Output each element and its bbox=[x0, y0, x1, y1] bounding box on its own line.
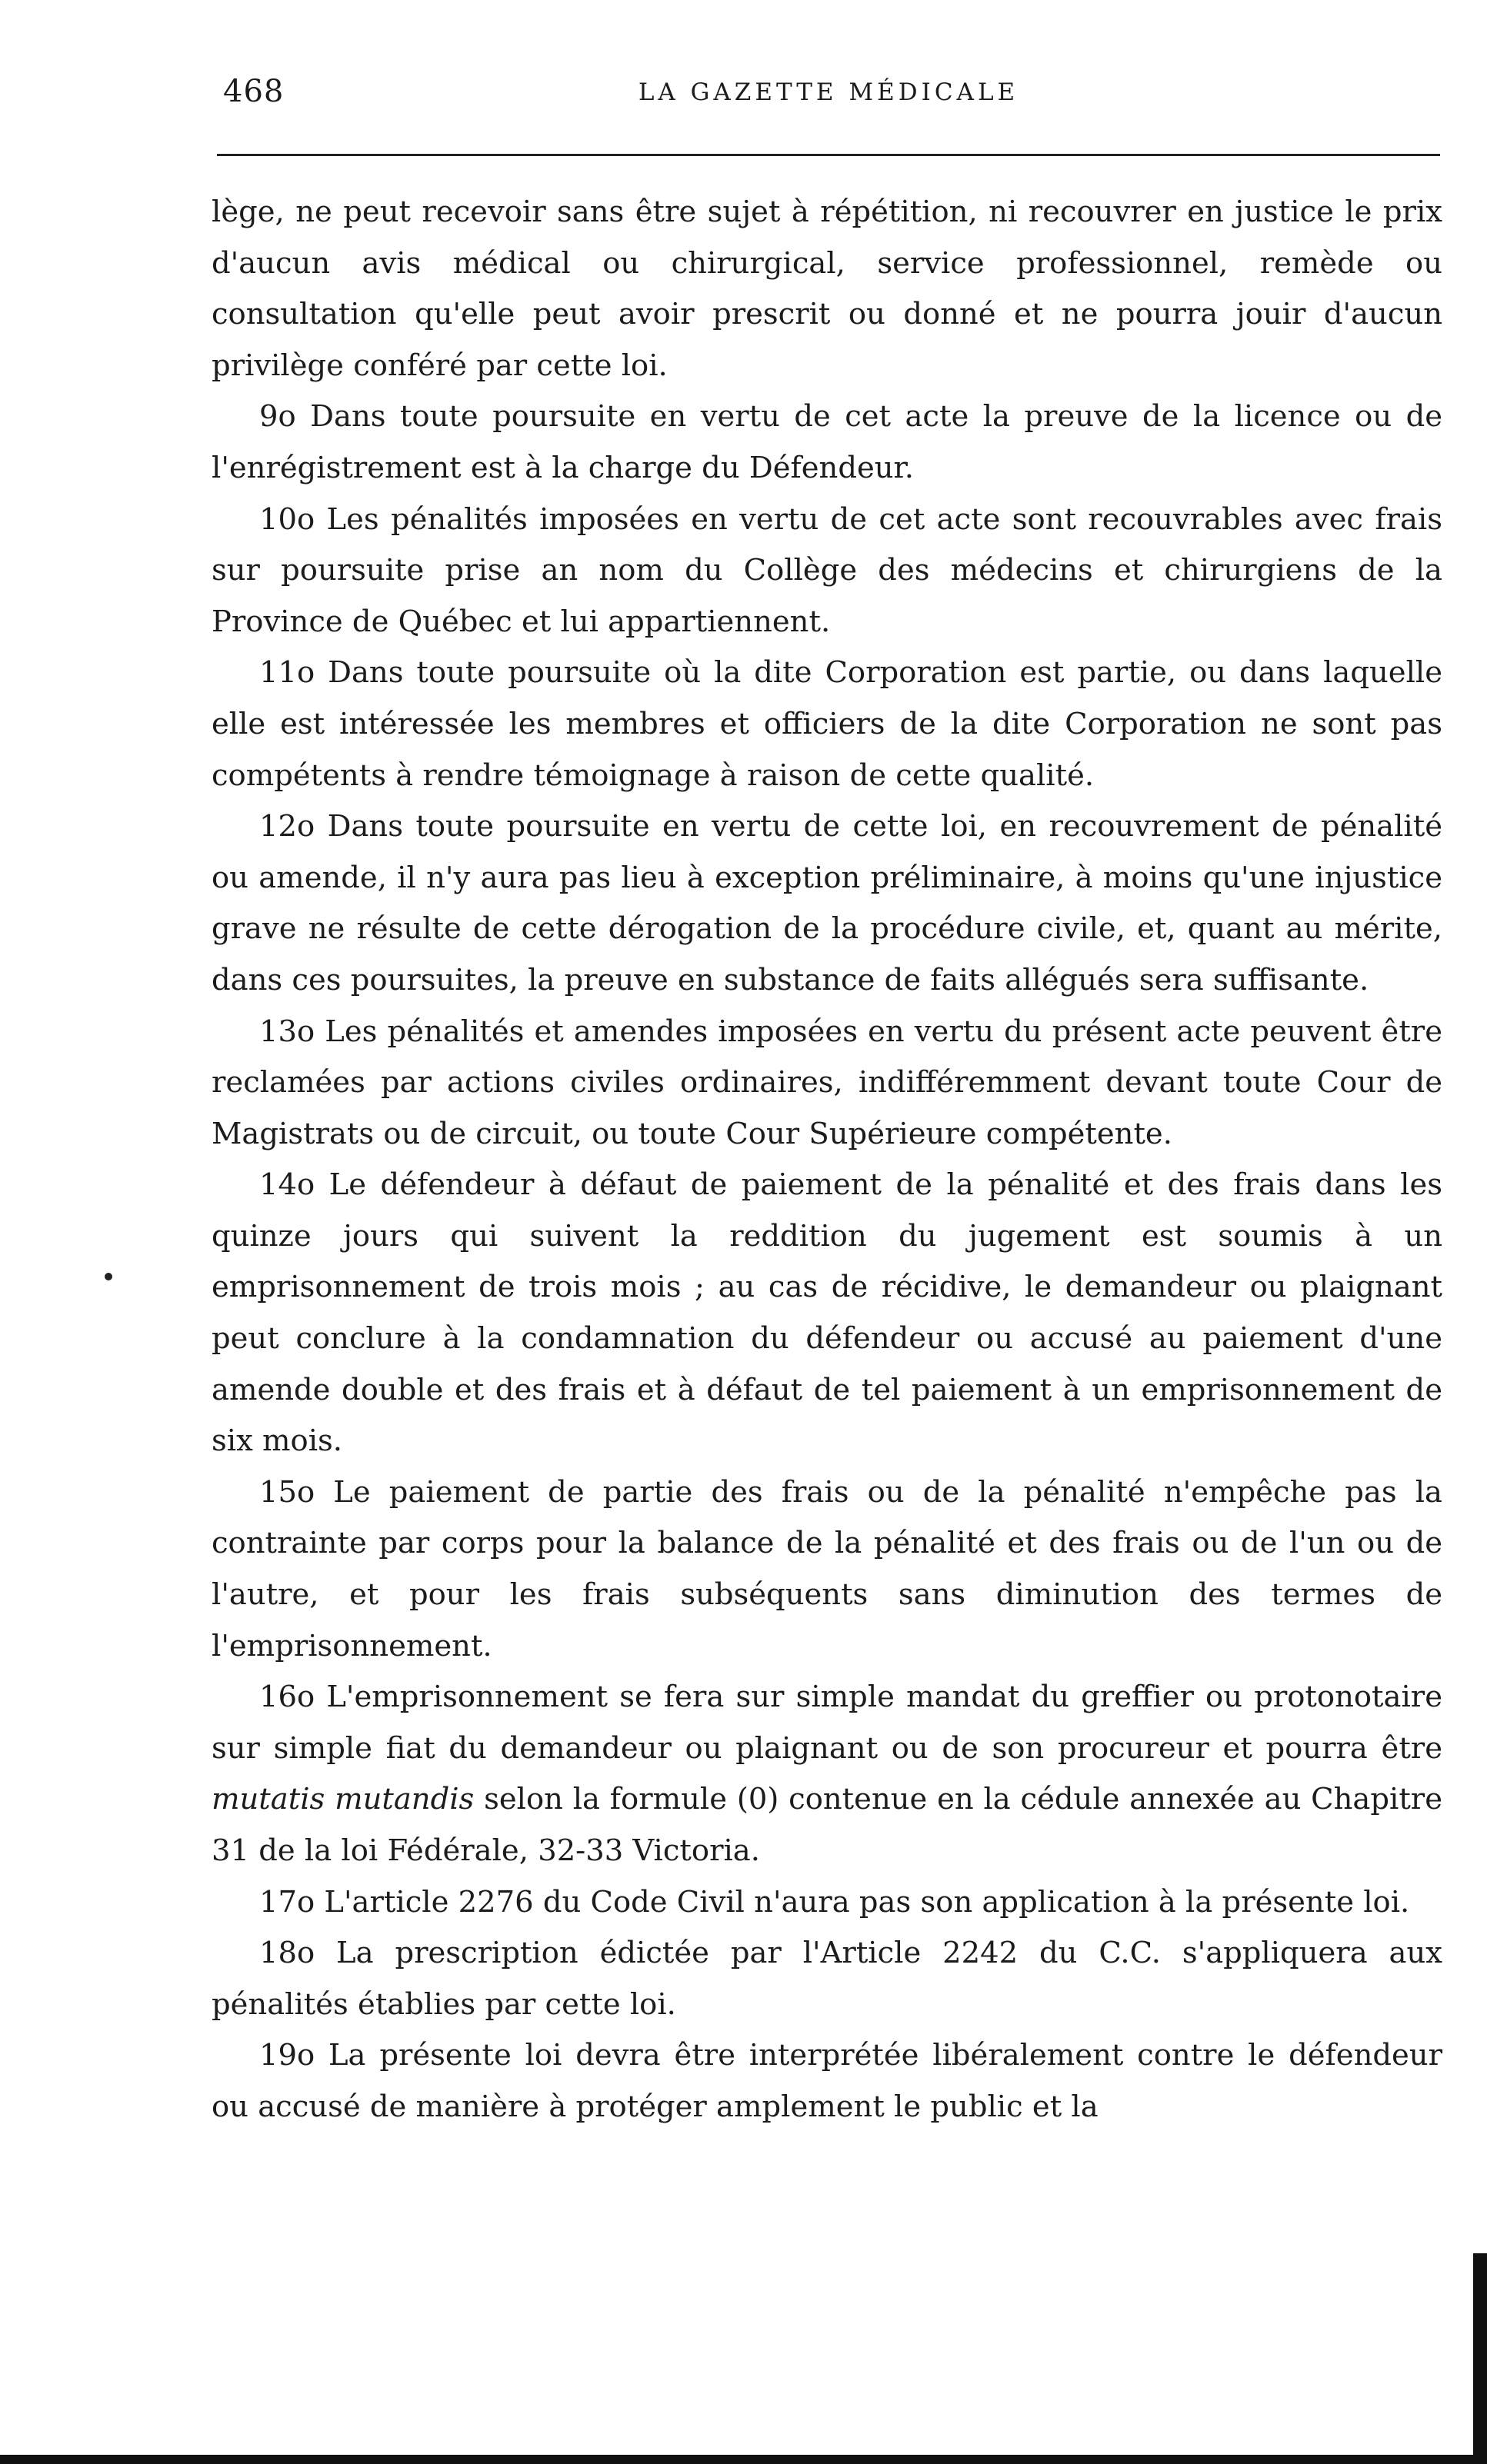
paragraph-article-16 bbox=[212, 1672, 1442, 1876]
paragraph-article-11: 11o Dans toute poursuite où la dite Corporation est partie, ou dans laquelle elle est intéressée les membres et officiers de la dite Corporation ne sont pas compétents à rendre témoignage à raison de cette qualité. bbox=[212, 655, 1442, 793]
paragraph-article-9: 9o Dans toute poursuite en vertu de cet acte la preuve de la licence ou de l'enrégistrement est à la charge du Défendeur. bbox=[212, 399, 1442, 485]
article-16-text-before: 16o L'emprisonnement se fera sur simple mandat du greffier ou protonotaire sur simple fiat du demandeur ou plaignant ou de son procureur et pourra être bbox=[212, 1680, 1442, 1766]
margin-mark bbox=[105, 1273, 112, 1280]
running-title: LA GAZETTE MÉDICALE bbox=[638, 78, 1019, 106]
paragraph-article-14: 14o Le défendeur à défaut de paiement de la pénalité et des frais dans les quinze jours qui suivent la reddition du jugement est soumis à un emprisonnement de trois mois ; au cas de récidive, le demandeur ou plaignant peut conclure à la condamnation du défendeur ou accusé au paiement d'une amende double et des frais et à défaut de tel paiement à un emprisonnement de six mois. bbox=[212, 1167, 1442, 1459]
paragraph-article-17: 17o L'article 2276 du Code Civil n'aura pas son application à la présente loi. bbox=[259, 1884, 1410, 1920]
scan-edge-bottom bbox=[0, 2455, 1487, 2464]
article-16-text-after: selon la formule (0) contenue en la cédule annexée au Chapitre 31 de la loi Fédérale, 32-33 Victoria. bbox=[212, 1782, 1442, 1868]
paragraph-article-12: 12o Dans toute poursuite en vertu de cette loi, en recouvrement de pénalité ou amende, il n'y aura pas lieu à exception préliminaire, à moins qu'une injustice grave ne résulte de cette dérogation de la procédure civile, et, quant au mérite, dans ces poursuites, la preuve en substance de faits allégués sera suffisante. bbox=[212, 809, 1442, 997]
page-header bbox=[217, 74, 1440, 120]
paragraph-article-13: 13o Les pénalités et amendes imposées en vertu du présent acte peuvent être reclamées par actions civiles ordinaires, indifféremment devant toute Cour de Magistrats ou de circuit, ou toute Cour Supérieure compétente. bbox=[212, 1014, 1442, 1151]
header-rule bbox=[217, 154, 1440, 156]
paragraph-article-19: 19o La présente loi devra être interprétée libéralement contre le défendeur ou accusé de manière à protéger amplement le public et la bbox=[212, 2038, 1442, 2124]
scan-edge-right bbox=[1473, 2253, 1487, 2464]
paragraph-article-18: 18o La prescription édictée par l'Article 2242 du C.C. s'appliquera aux pénalités établies par cette loi. bbox=[212, 1936, 1442, 2022]
paragraph-article-15: 15o Le paiement de partie des frais ou de la pénalité n'empêche pas la contrainte par corps pour la balance de la pénalité et des frais ou de l'un ou de l'autre, et pour les frais subséquents sans diminution des termes de l'emprisonnement. bbox=[212, 1474, 1442, 1663]
article-16-latin-phrase: mutatis mutandis bbox=[212, 1782, 475, 1817]
page-number: 468 bbox=[223, 74, 285, 109]
body-text bbox=[212, 187, 1442, 2133]
paragraph-continuation: lège, ne peut recevoir sans être sujet à répétition, ni recouvrer en justice le prix d'aucun avis médical ou chirurgical, service professionnel, remède ou consultation qu'elle peut avoir prescrit ou donné et ne pourra jouir d'aucun privilège conféré par cette loi. bbox=[212, 195, 1442, 383]
paragraph-article-10: 10o Les pénalités imposées en vertu de cet acte sont recouvrables avec frais sur poursuite prise an nom du Collège des médecins et chirurgiens de la Province de Québec et lui appartiennent. bbox=[212, 501, 1442, 639]
